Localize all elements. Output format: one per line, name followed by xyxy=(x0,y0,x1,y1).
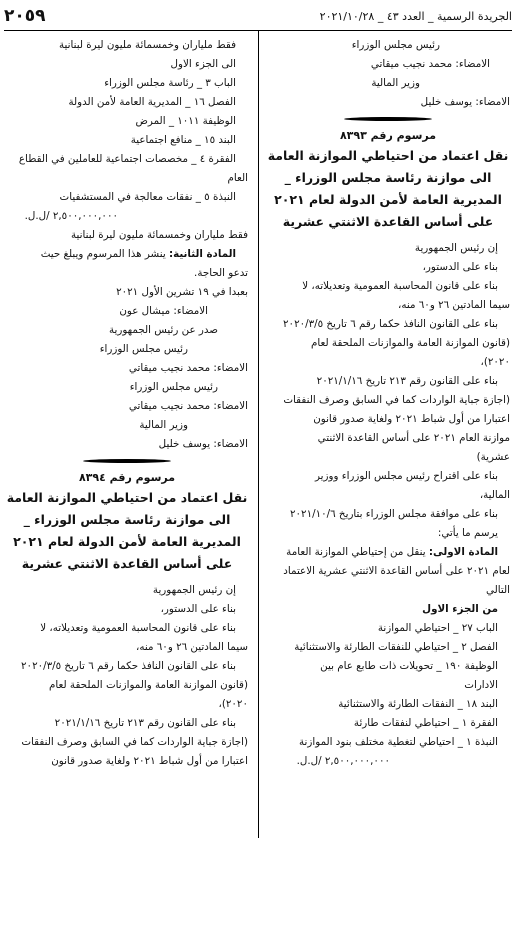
signature-line: وزير المالية xyxy=(371,77,420,89)
body-line: بناء على اقتراح رئيس مجلس الوزراء ووزير xyxy=(314,470,498,482)
right-column xyxy=(266,36,510,771)
amount-words: فقط ملياران وخمسمائة مليون ليرة لبنانية xyxy=(70,229,248,241)
body-line: بناء على قانون المحاسبة العمومية وتعديلاته، لا xyxy=(40,622,236,634)
body-line: بناء على موافقة مجلس الوزراء بتاريخ ٢٠٢١/١٠/٦ xyxy=(290,508,498,520)
body-line: إن رئيس الجمهورية xyxy=(414,242,498,254)
body-line: بناء على الدستور، xyxy=(160,603,236,615)
article-line: التالي xyxy=(486,584,510,596)
signature-line: وزير المالية xyxy=(139,419,188,431)
signature-line: بعبدا في ١٩ تشرين الأول ٢٠٢١ xyxy=(116,286,248,298)
page-number: ٢٠٥٩ xyxy=(4,6,46,26)
budget-item: الباب ٢٧ _ احتياطي الموازنة xyxy=(377,622,498,634)
decree-heading-line: الى موازنة رئاسة مجلس الوزراء _ xyxy=(284,170,492,185)
body-line: فقط ملياران وخمسمائة مليون ليرة لبنانية xyxy=(58,39,236,51)
decree-title: مرسوم رقم ٨٣٩٤ xyxy=(78,471,176,484)
signature-line: الامضاء: ميشال عون xyxy=(119,305,208,317)
body-line: ٢٠٢٠)، xyxy=(480,356,510,368)
article-label: المادة الاولى: xyxy=(428,546,498,558)
body-line: يرسم ما يأتي: xyxy=(437,527,498,539)
page-header xyxy=(4,6,512,30)
budget-item: الفقرة ١ _ احتياطي لنفقات طارئة xyxy=(353,717,498,729)
body-line: سيما المادتين ٢٦ و٦٠ منه، xyxy=(398,299,510,311)
budget-item: الادارات xyxy=(464,679,498,691)
amount: ٢,٥٠٠,٠٠٠,٠٠٠ /ل.ل. xyxy=(24,210,118,222)
body-line: ٢٠٢٠)، xyxy=(218,698,248,710)
body-line: اعتبارا من أول شباط ٢٠٢١ ولغاية صدور قانون xyxy=(313,413,510,425)
body-line: (اجازة جباية الواردات كما في السابق وصرف النفقات xyxy=(283,394,510,406)
signature-line: رئيس مجلس الوزراء xyxy=(351,39,440,51)
body-line: موازنة العام ٢٠٢١ على أساس القاعدة الاثنتي xyxy=(317,432,510,444)
article-line xyxy=(6,245,248,264)
body-line: المالية، xyxy=(479,489,510,501)
body-line: (قانون الموازنة العامة والموازنات الملحقة لعام xyxy=(49,679,248,691)
body-line: عشرية) xyxy=(476,451,510,463)
body-line: سيما المادتين ٢٦ و٦٠ منه، xyxy=(136,641,248,653)
body-line: بناء على الدستور، xyxy=(422,261,498,273)
signature-line: الامضاء: محمد نجيب ميقاتي xyxy=(128,400,248,412)
body-line: (اجازة جباية الواردات كما في السابق وصرف النفقات xyxy=(21,736,248,748)
decree-heading-line: المديرية العامة لأمن الدولة لعام ٢٠٢١ xyxy=(13,534,241,549)
budget-item: النبذة ١ _ احتياطي لتغطية مختلف بنود الموازنة xyxy=(299,736,498,748)
body-line: العام xyxy=(227,172,248,184)
signature-line: رئيس مجلس الوزراء xyxy=(99,343,188,355)
budget-item: الوظيفة ١٩٠ _ تحويلات ذات طابع عام بين xyxy=(320,660,498,672)
article-label: المادة الثانية: xyxy=(168,248,236,260)
decree-heading-line: المديرية العامة لأمن الدولة لعام ٢٠٢١ xyxy=(274,192,502,207)
body-line: بناء على القانون النافذ حكما رقم ٦ تاريخ ٢٠٢٠/٣/٥ xyxy=(21,660,236,672)
signature-line: الامضاء: محمد نجيب ميقاتي xyxy=(128,362,248,374)
body-line: بناء على قانون المحاسبة العمومية وتعديلاته، لا xyxy=(302,280,498,292)
body-line: بناء على القانون النافذ حكما رقم ٦ تاريخ ٢٠٢٠/٣/٥ xyxy=(283,318,498,330)
part-heading: من الجزء الاول xyxy=(422,603,498,615)
column-divider xyxy=(258,31,259,838)
signature-line: رئيس مجلس الوزراء xyxy=(129,381,218,393)
body-line: الى الجزء الاول xyxy=(170,58,236,70)
body-line: الوظيفة ١٠١١ _ المرض xyxy=(135,115,236,127)
body-line: النبذة ٥ _ نفقات معالجة في المستشفيات xyxy=(59,191,236,203)
amount: ٢,٥٠٠,٠٠٠,٠٠٠ /ل.ل. xyxy=(296,755,390,767)
body-line: بناء على القانون رقم ٢١٣ تاريخ ٢٠٢١/١/١٦ xyxy=(316,375,498,387)
article-text: ينقل من إحتياطي الموازنة العامة xyxy=(286,546,426,558)
budget-item: الفصل ٢ _ احتياطي للنفقات الطارئة والاستثنائية xyxy=(294,641,498,653)
body-line: الفصل ١٦ _ المديرية العامة لأمن الدولة xyxy=(68,96,236,108)
left-column xyxy=(6,36,248,771)
decree-heading-line: نقل اعتماد من احتياطي الموازنة العامة xyxy=(267,148,509,163)
decree-title: مرسوم رقم ٨٣٩٣ xyxy=(339,129,437,142)
article-line: لعام ٢٠٢١ على أساس القاعدة الاثنتي عشرية الاعتماد xyxy=(283,565,510,577)
budget-item: البند ١٨ _ النفقات الطارئة والاستثنائية xyxy=(338,698,498,710)
signature-line: الامضاء: يوسف خليل xyxy=(420,96,510,108)
section-divider xyxy=(266,112,510,126)
body-line: البند ١٥ _ منافع اجتماعية xyxy=(130,134,236,146)
decree-heading-line: على أساس القاعدة الاثنتي عشرية xyxy=(21,556,233,571)
body-line: بناء على القانون رقم ٢١٣ تاريخ ٢٠٢١/١/١٦ xyxy=(54,717,236,729)
body-line: الباب ٣ _ رئاسة مجلس الوزراء xyxy=(104,77,236,89)
article-line: تدعو الحاجة. xyxy=(194,267,248,279)
journal-title: الجريدة الرسمية _ العدد ٤٣ _ ٢٠٢١/١٠/٢٨ xyxy=(319,10,512,23)
signature-line: الامضاء: محمد نجيب ميقاتي xyxy=(370,58,490,70)
decree-heading-line: على أساس القاعدة الاثنتي عشرية xyxy=(282,214,494,229)
decree-heading-line: نقل اعتماد من احتياطي الموازنة العامة xyxy=(6,490,248,505)
article-text: ينشر هذا المرسوم ويبلغ حيث xyxy=(40,248,166,260)
article-line xyxy=(266,543,510,562)
section-divider xyxy=(6,454,248,468)
body-line: إن رئيس الجمهورية xyxy=(152,584,236,596)
signature-line: الامضاء: يوسف خليل xyxy=(158,438,248,450)
body-line: الفقرة ٤ _ مخصصات اجتماعية للعاملين في القطاع xyxy=(18,153,236,165)
body-line: (قانون الموازنة العامة والموازنات الملحقة لعام xyxy=(311,337,510,349)
decree-heading-line: الى موازنة رئاسة مجلس الوزراء _ xyxy=(23,512,231,527)
signature-line: صدر عن رئيس الجمهورية xyxy=(108,324,218,336)
body-line: اعتبارا من أول شباط ٢٠٢١ ولغاية صدور قانون xyxy=(51,755,248,767)
